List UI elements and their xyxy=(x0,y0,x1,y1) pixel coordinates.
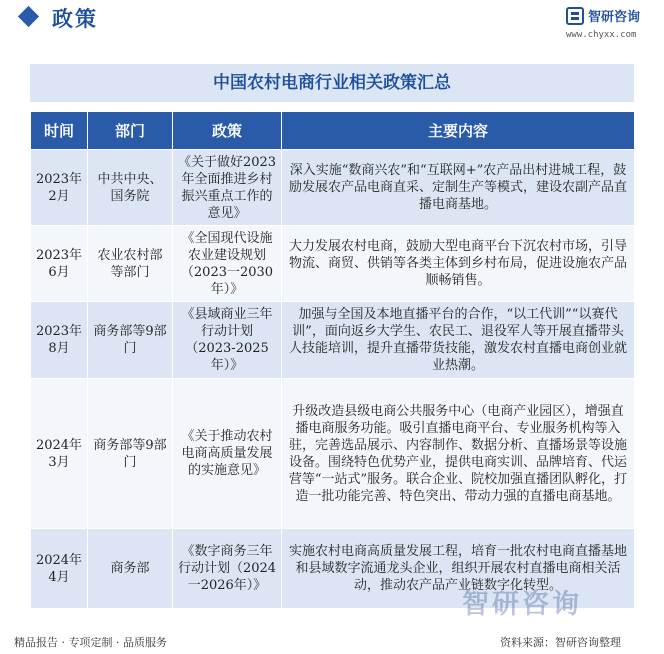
cell-content: 大力发展农村电商，鼓励大型电商平台下沉农村市场，引导物流、商贸、供销等各类主体到乡村布局，促进设施农产品顺畅销售。 xyxy=(282,226,635,302)
page-header xyxy=(0,0,664,46)
cell-dept: 商务部 xyxy=(88,529,173,609)
cell-content: 深入实施“数商兴农”和“互联网+”农产品出村进城工程，鼓励发展农产品电商直采、定制生产等模式，建设农副产品直播电商基地。 xyxy=(282,150,635,226)
cell-content: 升级改造县级电商公共服务中心（电商产业园区），增强直播电商服务功能。吸引直播电商平台、专业服务机构等入驻，完善选品展示、内容制作、数据分析、直播场景等设施设备。围绕特色优势产业，提供电商实训、品牌培育、代运营等“一站式”服务。联合企业、院校加强直播团队孵化，打造一批功能完善、特色突出、带动力强的直播电商基地。 xyxy=(282,379,635,529)
cell-policy: 《关于做好2023年全面推进乡村振兴重点工作的意见》 xyxy=(173,150,282,226)
column-header-dept: 部门 xyxy=(88,112,173,150)
table-row xyxy=(31,379,635,529)
cell-time: 2023年2月 xyxy=(31,150,88,226)
cell-dept: 商务部等9部门 xyxy=(88,302,173,379)
footer-tagline: 精品报告 · 专项定制 · 品质服务 xyxy=(14,636,167,649)
cell-policy: 《县域商业三年行动计划（2023-2025年）》 xyxy=(173,302,282,379)
column-header-policy: 政策 xyxy=(173,112,282,150)
table-row xyxy=(31,150,635,226)
section-title: 政策 xyxy=(52,7,98,31)
cell-policy: 《数字商务三年行动计划（2024一2026年）》 xyxy=(173,529,282,609)
cell-content: 加强与全国及本地直播平台的合作，“以工代训”“以赛代训”，面向返乡大学生、农民工、退役军人等开展直播带头人技能培训，提升直播带货技能，激发农村直播电商创业就业热潮。 xyxy=(282,302,635,379)
footer-source: 资料来源：智研咨询整理 xyxy=(500,636,621,649)
table-row xyxy=(31,226,635,302)
cell-time: 2024年4月 xyxy=(31,529,88,609)
watermark: 智研咨询 xyxy=(462,589,582,620)
policy-table xyxy=(30,111,635,609)
cell-dept: 中共中央、国务院 xyxy=(88,150,173,226)
diamond-bullet-icon xyxy=(18,6,39,27)
table-title: 中国农村电商行业相关政策汇总 xyxy=(30,64,634,102)
page-footer xyxy=(0,630,664,654)
cell-dept: 商务部等9部门 xyxy=(88,379,173,529)
brand-name: 智研咨询 xyxy=(588,10,641,25)
brand-url: www.chyxx.com xyxy=(566,30,637,40)
brand-logo-icon xyxy=(566,7,584,25)
cell-policy: 《关于推动农村电商高质量发展的实施意见》 xyxy=(173,379,282,529)
column-header-content: 主要内容 xyxy=(282,112,635,150)
cell-time: 2023年8月 xyxy=(31,302,88,379)
cell-time: 2023年6月 xyxy=(31,226,88,302)
brand-logo xyxy=(566,5,658,43)
cell-dept: 农业农村部等部门 xyxy=(88,226,173,302)
column-header-time: 时间 xyxy=(31,112,88,150)
cell-time: 2024年3月 xyxy=(31,379,88,529)
cell-policy: 《全国现代设施农业建设规划（2023一2030年）》 xyxy=(173,226,282,302)
table-row xyxy=(31,302,635,379)
cell-content: 实施农村电商高质量发展工程，培育一批农村电商直播基地和县域数字流通龙头企业，组织开展农村直播电商相关活动，推动农产品产业链数字化转型。 xyxy=(282,529,635,609)
table-header-row xyxy=(31,112,635,150)
